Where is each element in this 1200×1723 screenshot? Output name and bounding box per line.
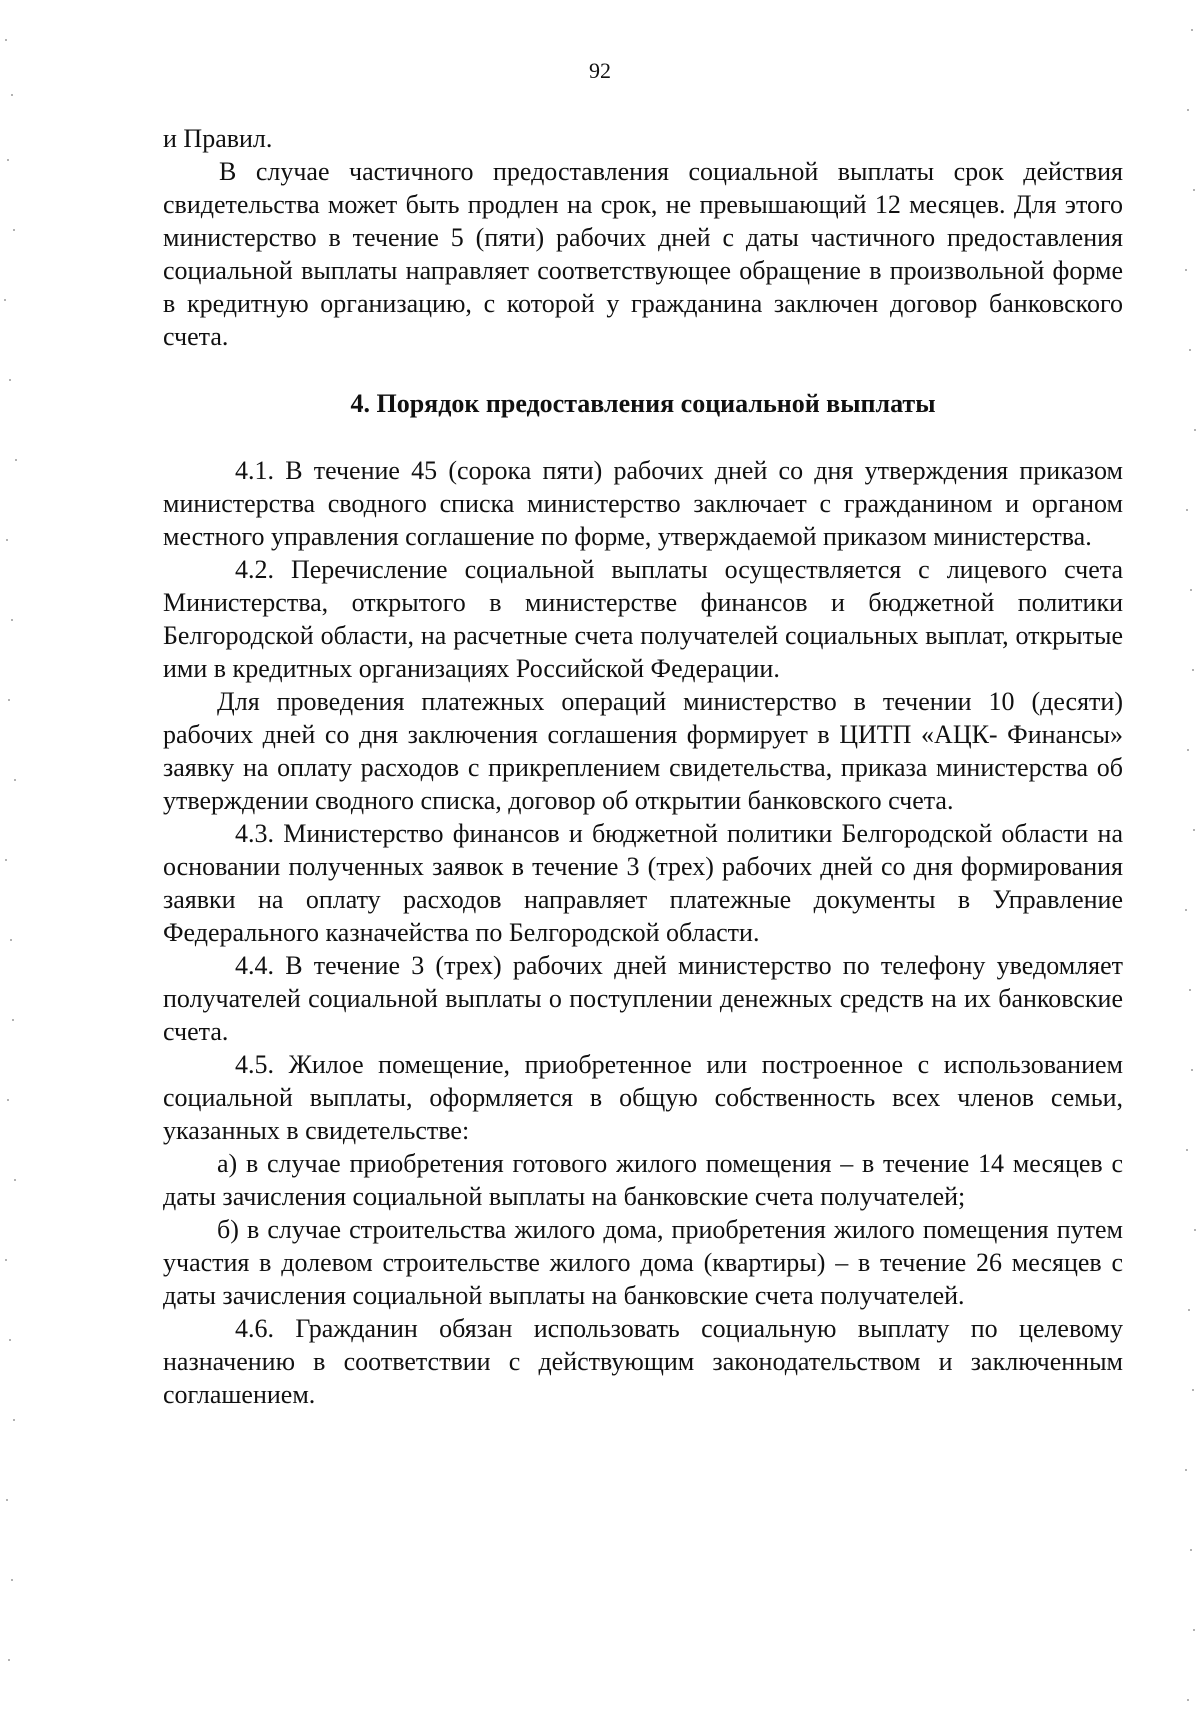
page-number: 92 [589,58,611,83]
scan-edge-noise-left [0,0,30,1723]
document-body [163,122,1123,1411]
paragraph-4-1: 4.1. В течение 45 (сорока пяти) рабочих дней со дня утверждения приказом министерства сводного списка министерство заключает с гражданином и органом местного управления соглашение по форме, утверждаемой приказом министерства. [163,456,1123,551]
paragraph-4-2: 4.2. Перечисление социальной выплаты осуществляется с лицевого счета Министерства, открытого в министерстве финансов и бюджетной политики Белгородской области, на расчетные счета получателей социальных выплат, открытые ими в кредитных организациях Российской Федерации. [163,555,1123,683]
paragraph-certificate-extension: В случае частичного предоставления социальной выплаты срок действия свидетельства может быть продлен на срок, не превышающий 12 месяцев. Для этого министерство в течение 5 (пяти) рабочих дней с даты частичного предоставления социальной выплаты направляет соответствующее обращение в произвольной форме в кредитную организацию, с которой у гражданина заключен договор банковского счета. [163,157,1123,351]
paragraph-4-5-a: а) в случае приобретения готового жилого помещения – в течение 14 месяцев с даты зачисления социальной выплаты на банковские счета получателей; [163,1149,1123,1211]
section-heading: 4. Порядок предоставления социальной выплаты [350,389,936,418]
paragraph-continuation: и Правил. [163,124,273,153]
paragraph-4-6: 4.6. Гражданин обязан использовать социальную выплату по целевому назначению в соответствии с действующим законодательством и заключенным соглашением. [163,1314,1123,1409]
paragraph-payment-operations: Для проведения платежных операций министерство в течении 10 (десяти) рабочих дней со дня заключения соглашения формирует в ЦИТП «АЦК- Финансы» заявку на оплату расходов с прикреплением свидетельства, приказа министерства об утверждении сводного списка, договор об открытии банковского счета. [163,687,1123,815]
paragraph-4-5-b: б) в случае строительства жилого дома, приобретения жилого помещения путем участия в долевом строительстве жилого дома (квартиры) – в течение 26 месяцев с даты зачисления социальной выплаты на банковские счета получателей. [163,1215,1123,1310]
paragraph-4-3: 4.3. Министерство финансов и бюджетной политики Белгородской области на основании полученных заявок в течение 3 (трех) рабочих дней со дня формирования заявки на оплату расходов направляет платежные документы в Управление Федерального казначейства по Белгородской области. [163,819,1123,947]
paragraph-4-4: 4.4. В течение 3 (трех) рабочих дней министерство по телефону уведомляет получателей социальной выплаты о поступлении денежных средств на их банковские счета. [163,951,1123,1046]
paragraph-4-5: 4.5. Жилое помещение, приобретенное или построенное с использованием социальной выплаты, оформляется в общую собственность всех членов семьи, указанных в свидетельстве: [163,1050,1123,1145]
scan-edge-noise-right [1170,0,1200,1723]
